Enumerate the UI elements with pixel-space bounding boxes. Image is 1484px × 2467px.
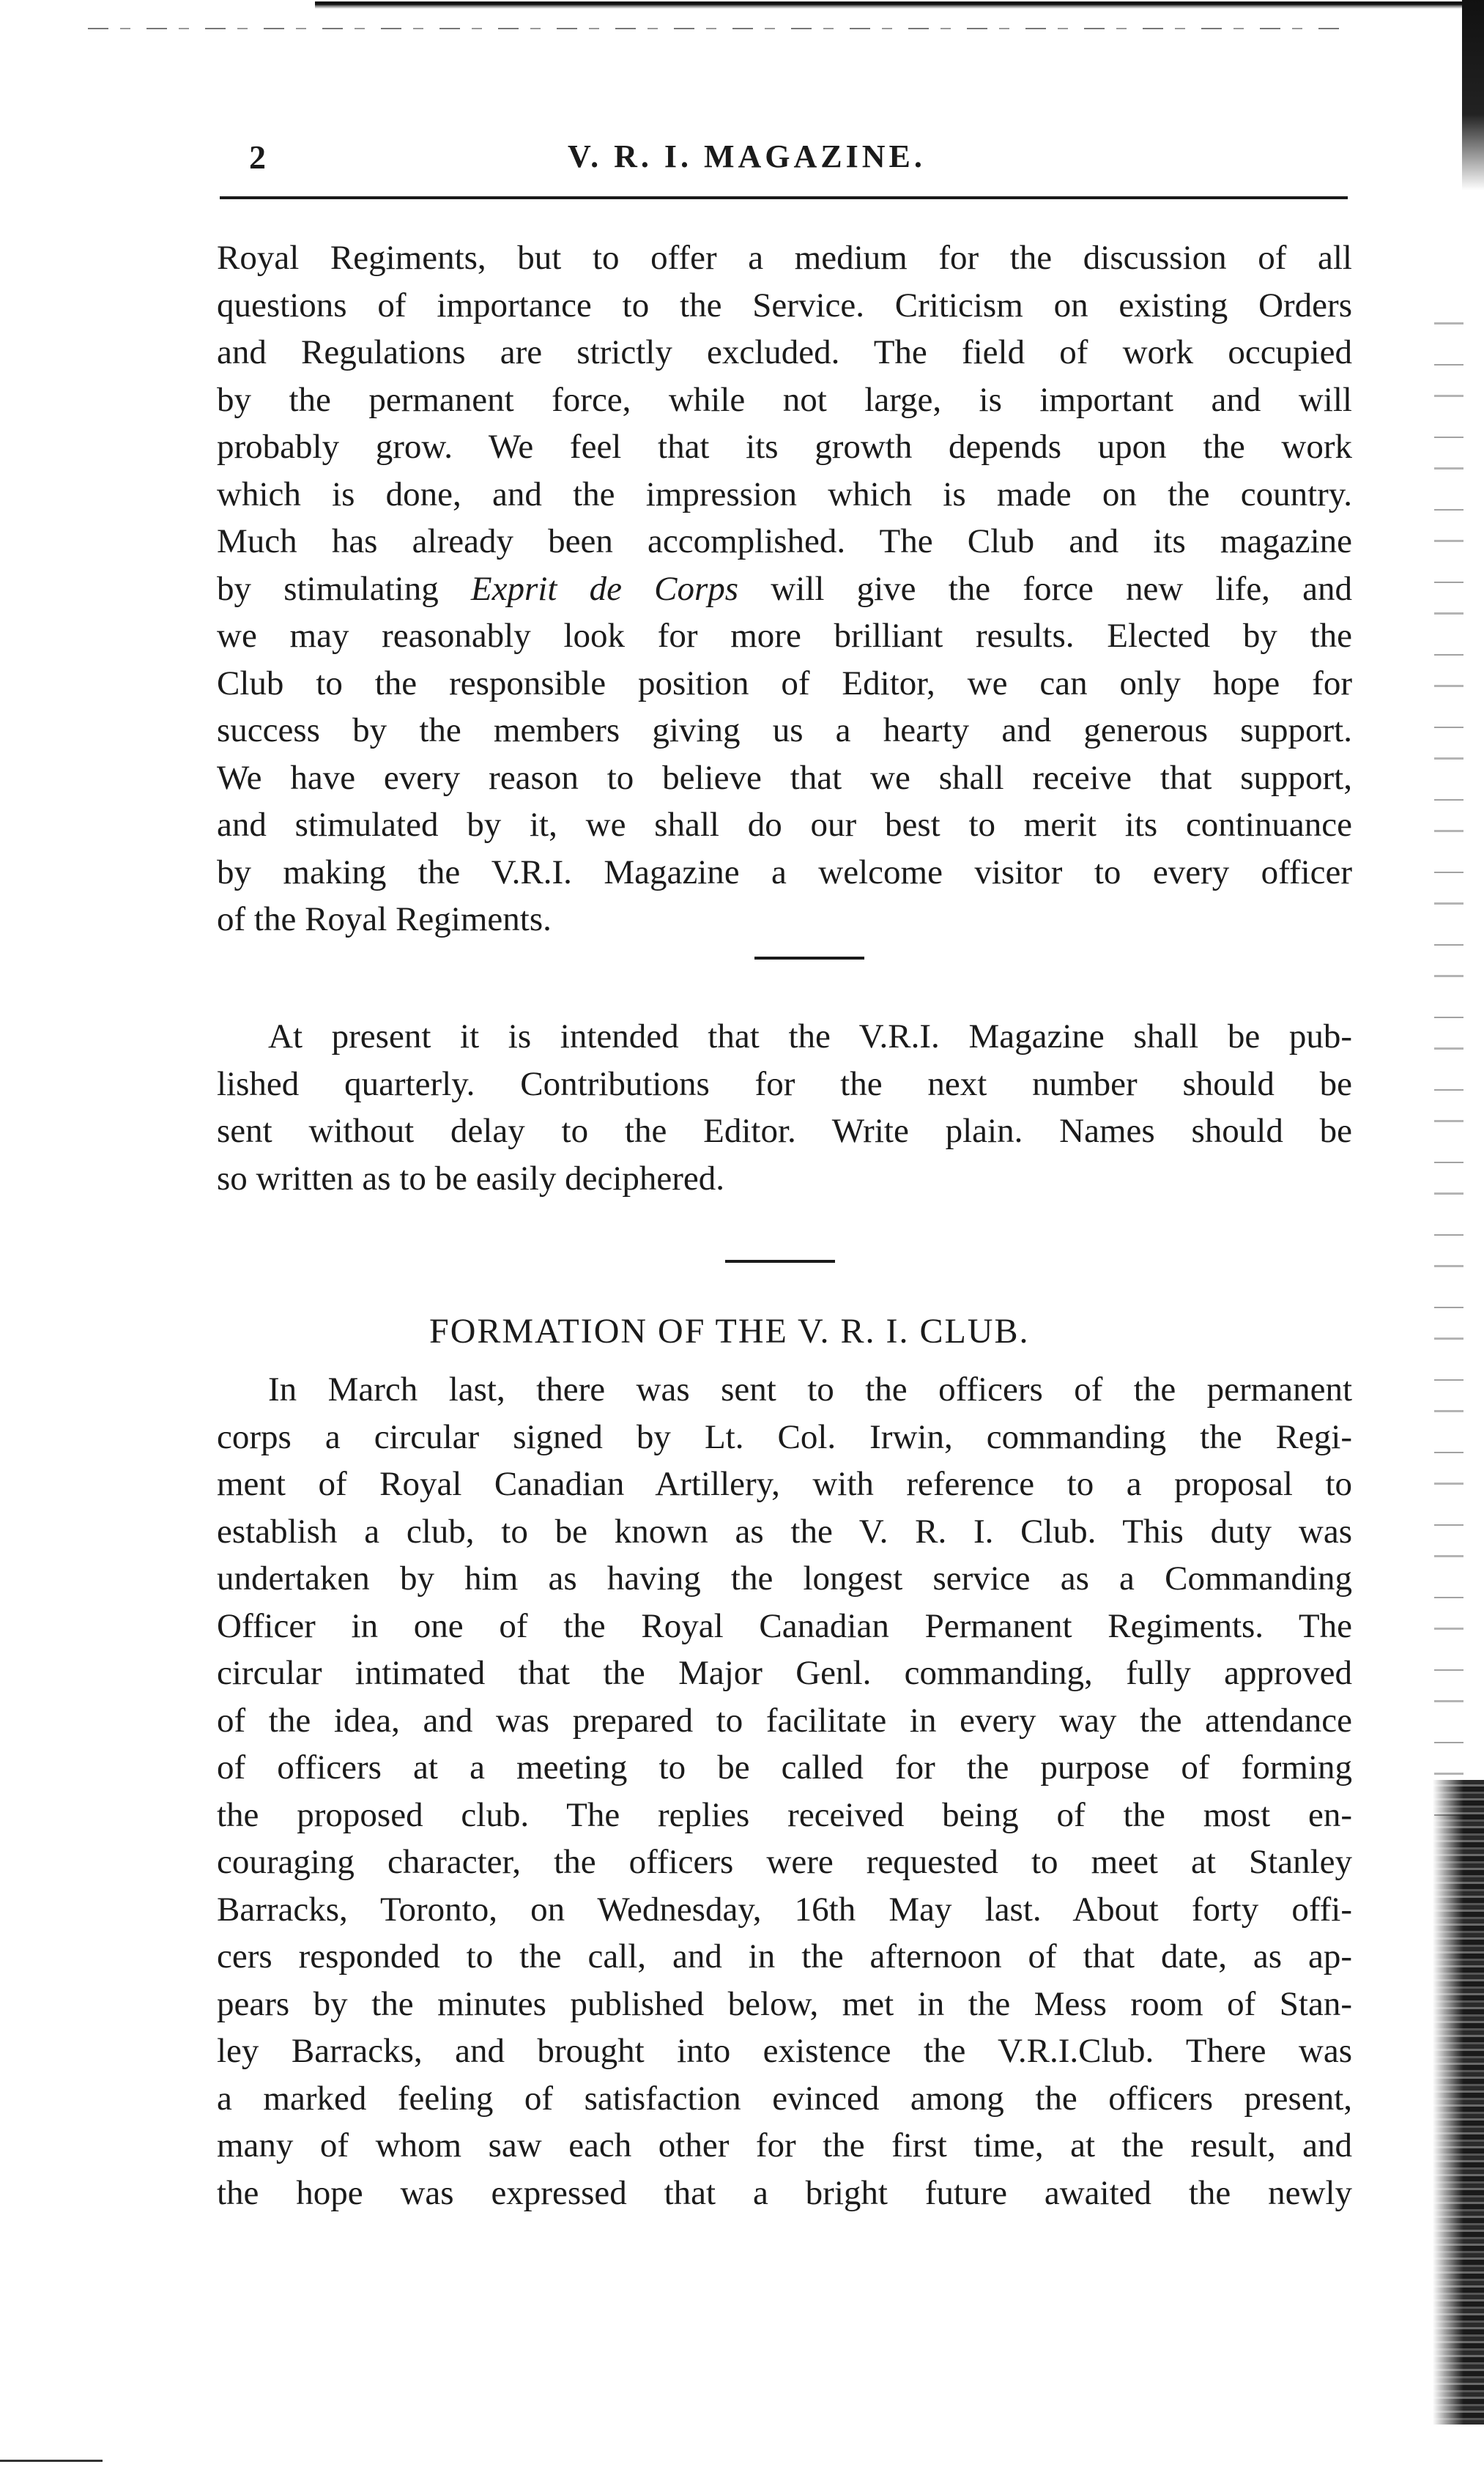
scan-edge-top: [315, 1, 1480, 9]
header-rule: [220, 196, 1348, 199]
scan-edge-right-bottom: [1433, 1780, 1484, 2425]
text-line: the proposed club. The replies received being of the most en-: [217, 1795, 1352, 1834]
scan-edge-specks: [1434, 293, 1463, 1831]
text-line: questions of importance to the Service. Criticism on existing Orders: [217, 286, 1352, 324]
section-body: [217, 1366, 1352, 2216]
text-line: probably grow. We feel that its growth depends upon the work: [217, 428, 1352, 466]
text-line: establish a club, to be known as the V. R. I. Club. This duty was: [217, 1512, 1352, 1551]
text-fragment: by stimulating: [217, 569, 439, 608]
text-line: sent without delay to the Editor. Write plain. Names should be: [217, 1112, 1352, 1150]
text-line: undertaken by him as having the longest service as a Commanding: [217, 1559, 1352, 1598]
text-line: Barracks, Toronto, on Wednesday, 16th May last. About forty offi-: [217, 1890, 1352, 1929]
text-line: cers responded to the call, and in the afternoon of that date, as ap-: [217, 1937, 1352, 1976]
text-line: ley Barracks, and brought into existence the V.R.I.Club. There was: [217, 2032, 1352, 2070]
running-title: V. R. I. MAGAZINE.: [568, 138, 926, 174]
text-line: and stimulated by it, we shall do our best to merit its continuance: [217, 806, 1352, 844]
section-divider: [754, 957, 864, 960]
text-line: couraging character, the officers were requested to meet at Stanley: [217, 1843, 1352, 1881]
text-line: we may reasonably look for more brilliant results. Elected by the: [217, 617, 1352, 655]
text-line: ment of Royal Canadian Artillery, with reference to a proposal to: [217, 1465, 1352, 1503]
notice-paragraph: [217, 1013, 1352, 1202]
text-line: and Regulations are strictly excluded. The field of work occupied: [217, 333, 1352, 371]
text-line: circular intimated that the Major Genl. commanding, fully approved: [217, 1654, 1352, 1692]
text-line: of officers at a meeting to be called for the purpose of forming: [217, 1748, 1352, 1787]
text-line-with-italic: [217, 565, 1352, 613]
section-divider: [725, 1260, 835, 1263]
text-line: of the Royal Regiments.: [217, 900, 552, 938]
text-line: by making the V.R.I. Magazine a welcome visitor to every officer: [217, 853, 1352, 891]
text-line: We have every reason to believe that we shall receive that support,: [217, 758, 1352, 797]
text-line: many of whom saw each other for the first time, at the result, and: [217, 2126, 1352, 2164]
text-line: which is done, and the impression which is made on the country.: [217, 475, 1352, 513]
text-line: pears by the minutes published below, met in the Mess room of Stan-: [217, 1984, 1352, 2023]
page-number: 2: [249, 138, 267, 176]
italic-phrase: Exprit de Corps: [470, 569, 739, 608]
text-line: of the idea, and was prepared to facilitate in every way the attendance: [217, 1701, 1352, 1740]
text-line: so written as to be easily deciphered.: [217, 1159, 725, 1198]
scan-edge-bottom: [0, 2460, 103, 2462]
text-line: In March last, there was sent to the officers of the permanent: [268, 1370, 1352, 1409]
intro-paragraph: [217, 234, 1352, 943]
text-line: Much has already been accomplished. The Club and its magazine: [217, 522, 1352, 560]
scan-edge-right-top: [1462, 0, 1484, 190]
text-line: success by the members giving us a hearty and generous support.: [217, 711, 1352, 749]
text-line: lished quarterly. Contributions for the next number should be: [217, 1064, 1352, 1103]
text-line: a marked feeling of satisfaction evinced among the officers present,: [217, 2079, 1352, 2118]
scan-edge-dashes: [88, 28, 1348, 29]
text-line: by the permanent force, while not large, is important and will: [217, 380, 1352, 419]
running-header: [242, 130, 1340, 182]
text-fragment: will give the force new life, and: [771, 569, 1352, 608]
text-line: Officer in one of the Royal Canadian Permanent Regiments. The: [217, 1606, 1352, 1645]
text-line: Club to the responsible position of Editor, we can only hope for: [217, 664, 1352, 702]
text-line: At present it is intended that the V.R.I. Magazine shall be pub-: [268, 1017, 1352, 1056]
text-line: the hope was expressed that a bright future awaited the newly: [217, 2173, 1352, 2212]
text-line: corps a circular signed by Lt. Col. Irwin, commanding the Regi-: [217, 1417, 1352, 1456]
section-heading: FORMATION OF THE V. R. I. CLUB.: [429, 1312, 1030, 1351]
text-line: Royal Regiments, but to offer a medium for the discussion of all: [217, 239, 1352, 277]
